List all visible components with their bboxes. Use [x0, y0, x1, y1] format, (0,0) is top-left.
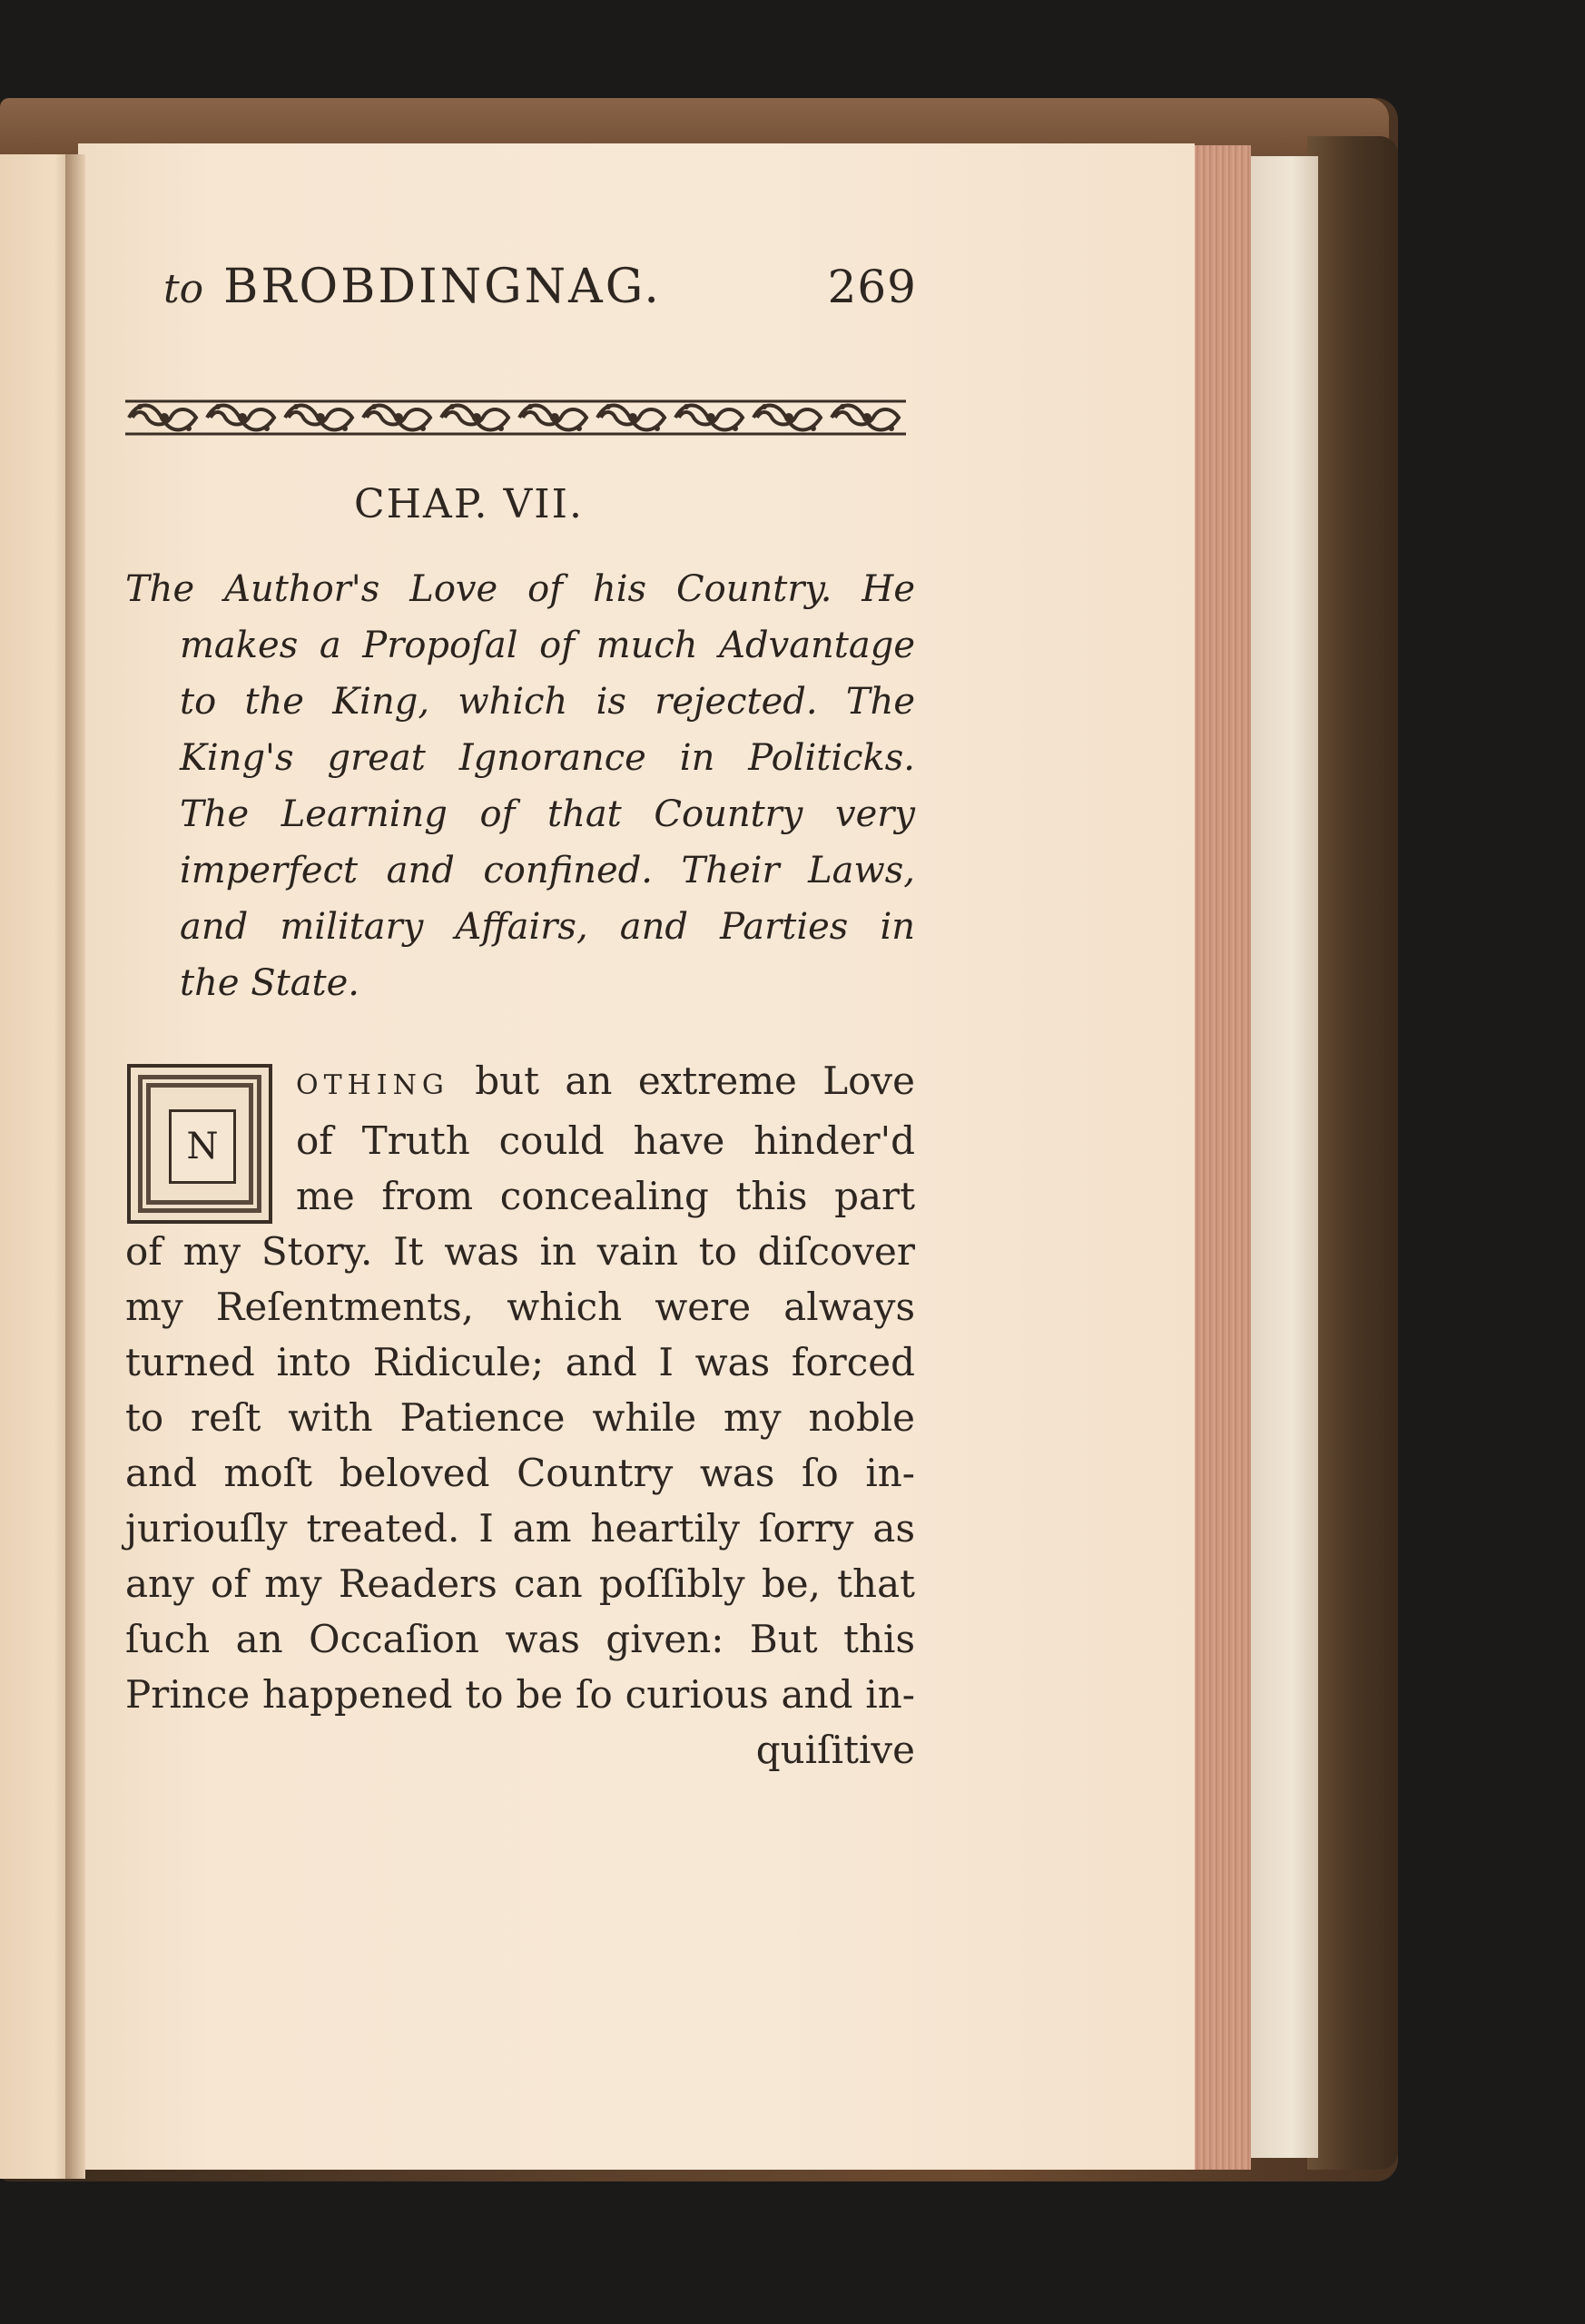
synopsis-line: King's great Ignorance in Politicks. — [180, 737, 915, 779]
headband-ornament-icon — [125, 396, 906, 439]
running-header — [163, 260, 917, 332]
chapter-heading: CHAP. VII. — [354, 481, 584, 527]
synopsis-line: makes a Propoſal of much Advantage — [180, 625, 915, 666]
synopsis-line: to the King, which is rejected. The — [180, 681, 915, 723]
body-text — [125, 1053, 915, 1777]
body-line: turned into Ridicule; and I was forced — [125, 1340, 915, 1384]
ornamental-headband — [125, 396, 906, 439]
body-line: of my Story. It was in vain to diſcover — [125, 1229, 915, 1274]
drop-cap-letter: N — [169, 1109, 236, 1184]
chapter-synopsis — [125, 561, 915, 1011]
book-board-edge — [1307, 136, 1398, 2170]
body-line: my Reſentments, which were always — [125, 1285, 915, 1329]
body-line-text: but an extreme Love — [475, 1059, 916, 1103]
catchword: quiſitive — [755, 1728, 915, 1772]
synopsis-line: the State. — [180, 962, 360, 1004]
body-line — [125, 1053, 915, 1113]
body-line: to reſt with Patience while my noble — [125, 1395, 915, 1440]
header-prefix: to — [163, 266, 204, 312]
endpaper — [1251, 156, 1318, 2158]
body-line: of Truth could have hinder'd — [296, 1118, 915, 1163]
page-gutter — [65, 154, 85, 2179]
body-line: Prince happened to be ſo curious and in- — [125, 1672, 915, 1717]
body-line: any of my Readers can poſſibly be, that — [125, 1561, 915, 1606]
page-number: 269 — [827, 261, 917, 313]
body-line: me from concealing this part — [296, 1174, 915, 1218]
body-line: juriouſly treated. I am heartily ſorry as — [125, 1506, 915, 1551]
body-line: and moſt beloved Country was ſo in- — [125, 1451, 915, 1495]
synopsis-line: and military Affairs, and Parties in — [180, 906, 915, 948]
small-caps-word: OTHING — [296, 1069, 449, 1101]
header-title: BROBDINGNAG. — [223, 260, 662, 314]
synopsis-line: The Learning of that Country very — [180, 793, 915, 835]
synopsis-line: The Author's Love of his Country. He — [125, 568, 915, 610]
body-line: ſuch an Occaſion was given: But this — [125, 1617, 915, 1661]
synopsis-line: imperfect and confined. Their Laws, — [180, 850, 915, 891]
